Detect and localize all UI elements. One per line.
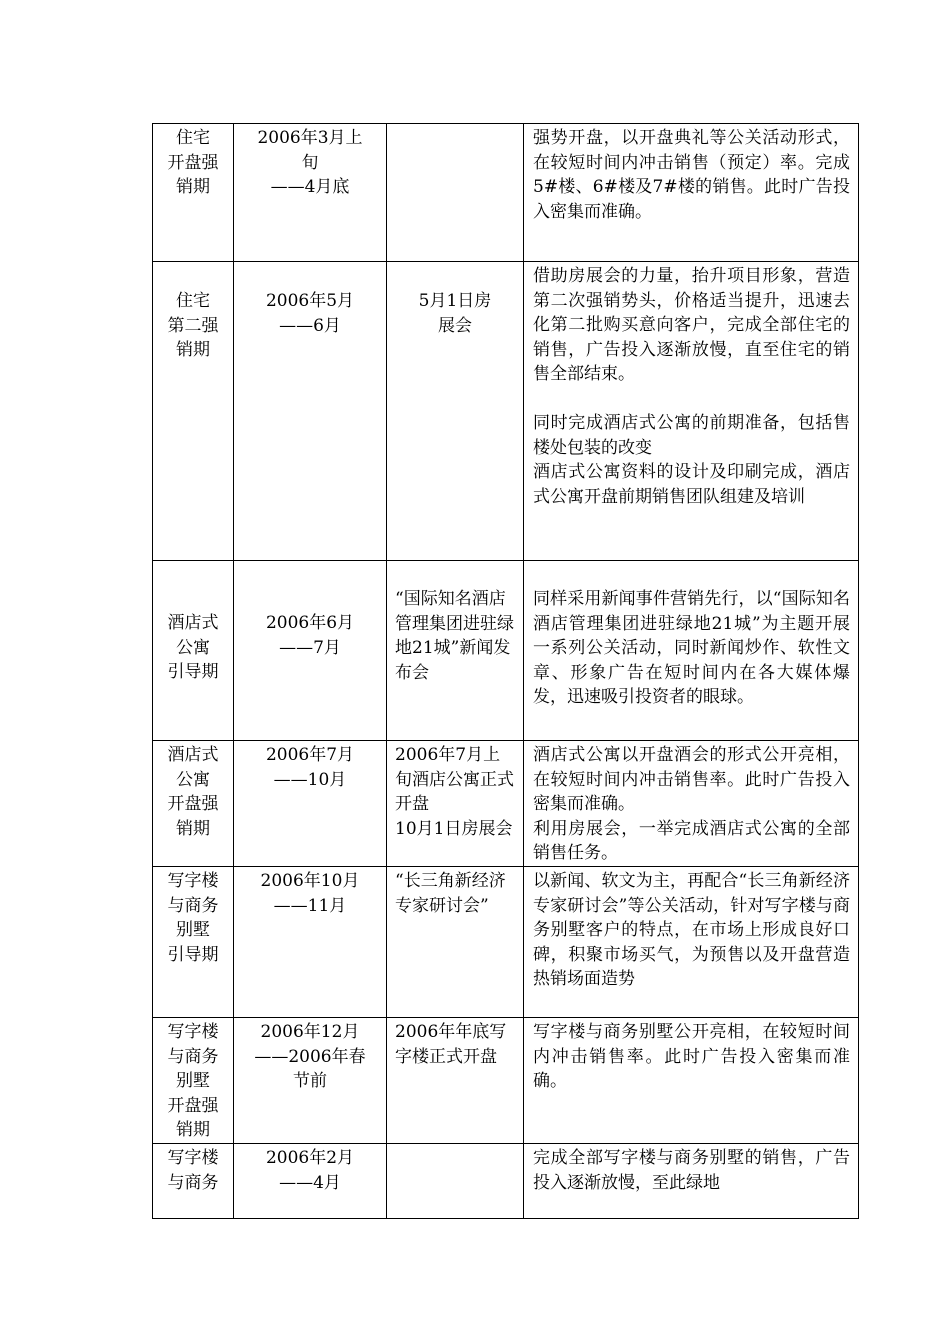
event-cell: 5月1日房 展会 bbox=[387, 262, 524, 561]
description-cell: 酒店式公寓以开盘酒会的形式公开亮相，在较短时间内冲击销售率。此时广告投入密集而准确。 利用房展会，一举完成酒店式公寓的全部销售任务。 bbox=[524, 741, 859, 867]
event-cell: 2006年年底写字楼正式开盘 bbox=[387, 1018, 524, 1144]
description-cell: 同样采用新闻事件营销先行，以“国际知名酒店管理集团进驻绿地21城”为主题开展一系列公关活动，同时新闻炒作、软性文章、形象广告在短时间内在各大媒体爆发，迅速吸引投资者的眼球。 bbox=[524, 561, 859, 741]
table-row bbox=[153, 867, 859, 1018]
table-row bbox=[153, 1018, 859, 1144]
table-row bbox=[153, 262, 859, 561]
schedule-table bbox=[152, 123, 859, 1219]
phase-cell: 写字楼 与商务 bbox=[153, 1144, 234, 1219]
phase-cell: 住宅 开盘强 销期 bbox=[153, 124, 234, 262]
phase-cell: 写字楼 与商务 别墅 引导期 bbox=[153, 867, 234, 1018]
time-cell: 2006年7月 ——10月 bbox=[234, 741, 387, 867]
phase-cell: 写字楼 与商务 别墅 开盘强 销期 bbox=[153, 1018, 234, 1144]
time-cell: 2006年2月 ——4月 bbox=[234, 1144, 387, 1219]
description-cell: 借助房展会的力量，抬升项目形象，营造第二次强销势头，价格适当提升，迅速去化第二批购买意向客户，完成全部住宅的销售，广告投入逐渐放慢，直至住宅的销售全部结束。 同时完成酒店式公寓的前期准备，包括售楼处包装的改变 酒店式公寓资料的设计及印刷完成，酒店式公寓开盘前期销售团队组建及培训 bbox=[524, 262, 859, 561]
table-row bbox=[153, 1144, 859, 1219]
table-row bbox=[153, 741, 859, 867]
description-cell: 强势开盘，以开盘典礼等公关活动形式，在较短时间内冲击销售（预定）率。完成5#楼、6#楼及7#楼的销售。此时广告投入密集而准确。 bbox=[524, 124, 859, 262]
description-cell: 完成全部写字楼与商务别墅的销售，广告投入逐渐放慢，至此绿地 bbox=[524, 1144, 859, 1219]
time-cell: 2006年10月 ——11月 bbox=[234, 867, 387, 1018]
phase-cell: 酒店式 公寓 开盘强 销期 bbox=[153, 741, 234, 867]
time-cell: 2006年12月 ——2006年春 节前 bbox=[234, 1018, 387, 1144]
table-row bbox=[153, 124, 859, 262]
time-cell: 2006年3月上 旬 ——4月底 bbox=[234, 124, 387, 262]
phase-cell: 酒店式 公寓 引导期 bbox=[153, 561, 234, 741]
phase-cell: 住宅 第二强 销期 bbox=[153, 262, 234, 561]
description-cell: 以新闻、软文为主，再配合“长三角新经济专家研讨会”等公关活动，针对写字楼与商务别墅客户的特点，在市场上形成良好口碑，积聚市场买气，为预售以及开盘营造热销场面造势 bbox=[524, 867, 859, 1018]
description-cell: 写字楼与商务别墅公开亮相，在较短时间内冲击销售率。此时广告投入密集而准确。 bbox=[524, 1018, 859, 1144]
event-cell: “国际知名酒店管理集团进驻绿地21城”新闻发布会 bbox=[387, 561, 524, 741]
event-cell bbox=[387, 124, 524, 262]
table-row bbox=[153, 561, 859, 741]
time-cell: 2006年6月 ——7月 bbox=[234, 561, 387, 741]
event-cell: “长三角新经济专家研讨会” bbox=[387, 867, 524, 1018]
event-cell: 2006年7月上旬酒店公寓正式开盘 10月1日房展会 bbox=[387, 741, 524, 867]
time-cell: 2006年5月 ——6月 bbox=[234, 262, 387, 561]
event-cell bbox=[387, 1144, 524, 1219]
